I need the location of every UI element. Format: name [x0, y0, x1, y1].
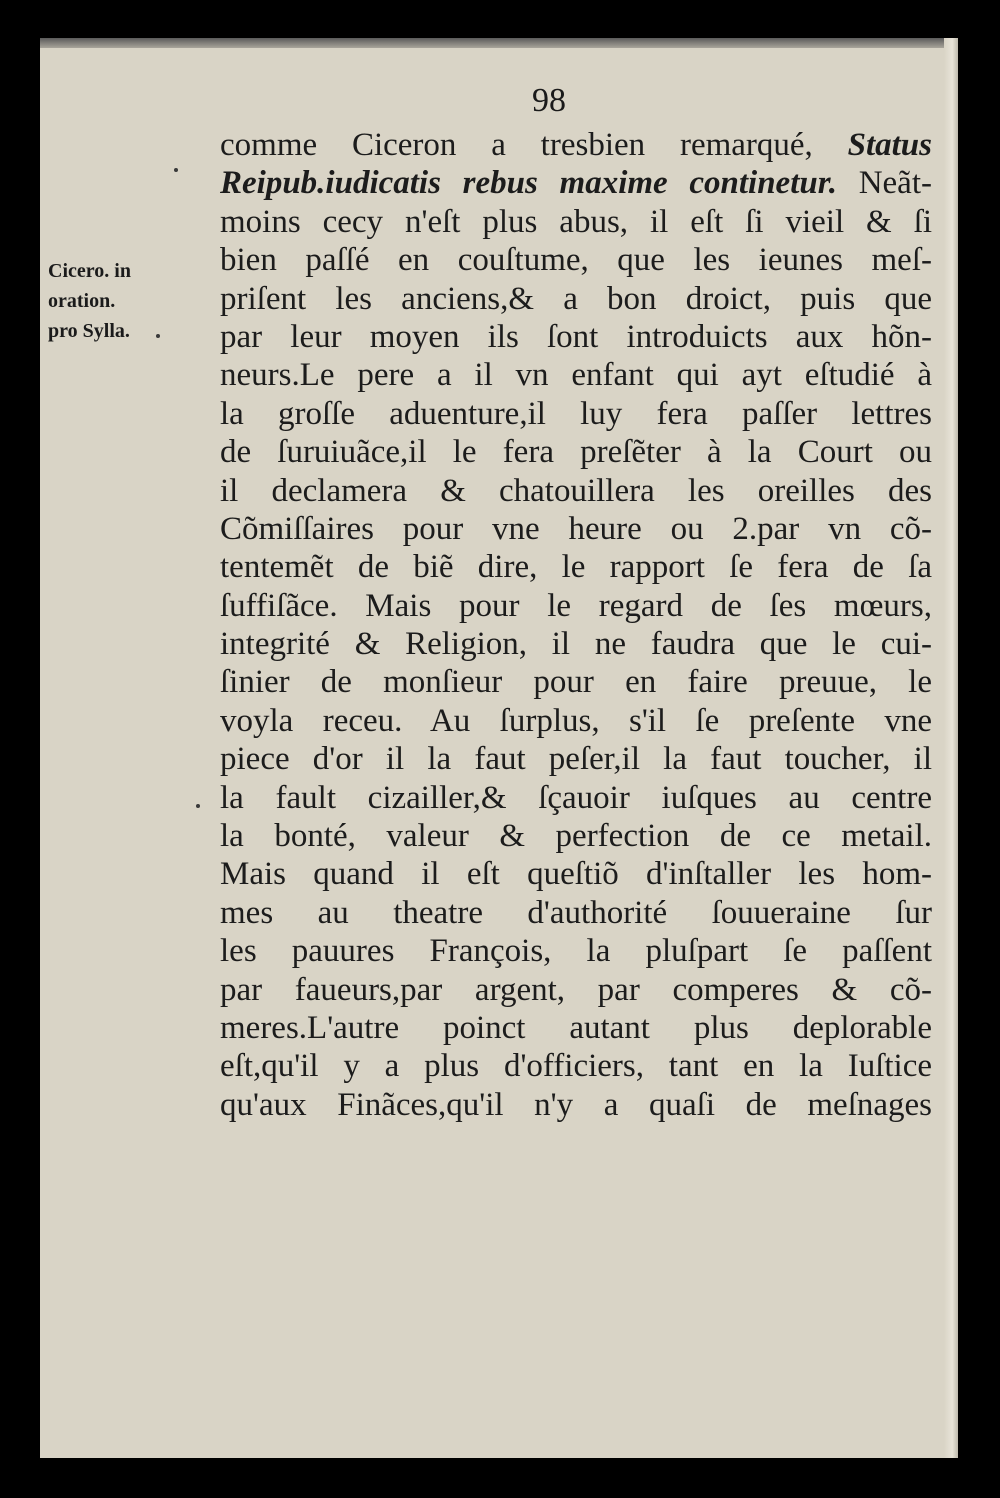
- text-line: [220, 663, 932, 701]
- text-line: [220, 548, 932, 586]
- marginal-note-line: Cicero. in: [48, 260, 131, 282]
- text-line: [220, 126, 932, 164]
- text-line-roman: piece d'or il la faut peſer,il la faut toucher, il: [220, 741, 932, 778]
- text-line-roman: moins cecy n'eſt plus abus, il eſt ſi vieil & ſi: [220, 203, 932, 240]
- text-line: [220, 318, 932, 356]
- text-line: [220, 356, 932, 394]
- text-line: [220, 817, 932, 855]
- text-line: [220, 203, 932, 241]
- text-line: [220, 241, 932, 279]
- text-line: [220, 1047, 932, 1085]
- text-line: [220, 740, 932, 778]
- text-line: [220, 280, 932, 318]
- marginal-note: [48, 256, 208, 346]
- text-line-roman: il declamera & chatouillera les oreilles des: [220, 472, 932, 509]
- text-line-roman: Cõmiſſaires pour vne heure ou 2.par vn cõ-: [220, 510, 932, 547]
- ink-speck: [196, 804, 200, 808]
- text-line-roman: voyla receu. Au ſurplus, s'il ſe preſente vne: [220, 702, 932, 739]
- body-text: [220, 126, 932, 1124]
- marginal-note-line: pro Sylla.: [48, 320, 130, 342]
- text-line: [220, 702, 932, 740]
- text-line: [220, 932, 932, 970]
- text-line-roman: par leur moyen ils ſont introduicts aux hõn-: [220, 318, 932, 355]
- page-right-edge: [944, 38, 958, 1458]
- text-line: [220, 395, 932, 433]
- text-line: [220, 1009, 932, 1047]
- text-line: [220, 164, 932, 202]
- text-line-roman: Mais quand il eſt queſtiõ d'inſtaller les hom-: [220, 856, 932, 893]
- page-number: 98: [532, 82, 566, 119]
- text-line-roman: integrité & Religion, il ne faudra que le cui-: [220, 626, 932, 663]
- text-line-roman: mes au theatre d'authorité ſouueraine ſur: [220, 894, 932, 931]
- text-line-roman: ſuffiſãce. Mais pour le regard de ſes mœurs,: [220, 587, 932, 624]
- text-line-roman: de ſuruiuãce,il le fera preſẽter à la Court ou: [220, 434, 932, 471]
- text-line: [220, 587, 932, 625]
- marginal-note-line: oration.: [48, 290, 116, 312]
- text-line-roman: par faueurs,par argent, par comperes & cõ-: [220, 971, 932, 1008]
- text-line-roman: la groſſe aduenture,il luy fera paſſer lettres: [220, 395, 932, 432]
- ink-speck: [156, 334, 160, 338]
- text-line: [220, 855, 932, 893]
- text-line-roman: bien paſſé en couſtume, que les ieunes meſ-: [220, 242, 932, 279]
- text-line: [220, 779, 932, 817]
- text-line-italic: Status: [847, 127, 932, 163]
- ink-speck: [174, 168, 178, 172]
- text-line-italic: Reipub.iudicatis rebus maxime continetur.: [220, 165, 837, 202]
- text-line-roman: priſent les anciens,& a bon droict, puis que: [220, 280, 932, 317]
- text-line: [220, 894, 932, 932]
- text-line: [220, 510, 932, 548]
- text-line-roman: tentemẽt de biẽ dire, le rapport ſe fera de ſa: [220, 549, 932, 586]
- book-page: [40, 38, 958, 1458]
- page-top-edge: [40, 38, 958, 48]
- text-line: [220, 472, 932, 510]
- text-line-roman: la bonté, valeur & perfection de ce metail.: [220, 818, 932, 855]
- text-line-roman: ſinier de monſieur pour en faire preuue, le: [220, 664, 932, 701]
- text-line-roman: les pauures François, la pluſpart ſe paſſent: [220, 933, 932, 970]
- text-line-roman: qu'aux Finãces,qu'il n'y a quaſi de meſnages: [220, 1086, 932, 1123]
- text-line: [220, 433, 932, 471]
- text-line-roman: la fault cizailler,& ſçauoir iuſques au centre: [220, 779, 932, 816]
- text-line-roman: Neãt-: [837, 165, 932, 202]
- text-line-roman: meres.L'autre poinct autant plus deplorable: [220, 1009, 932, 1046]
- text-line-roman: eſt,qu'il y a plus d'officiers, tant en la Iuſtice: [220, 1048, 932, 1085]
- text-line-roman: neurs.Le pere a il vn enfant qui ayt eſtudié à: [220, 357, 932, 394]
- text-line: [220, 625, 932, 663]
- text-line: [220, 1086, 932, 1124]
- text-line: [220, 971, 932, 1009]
- text-line-roman: comme Ciceron a tresbien remarqué,: [220, 127, 848, 163]
